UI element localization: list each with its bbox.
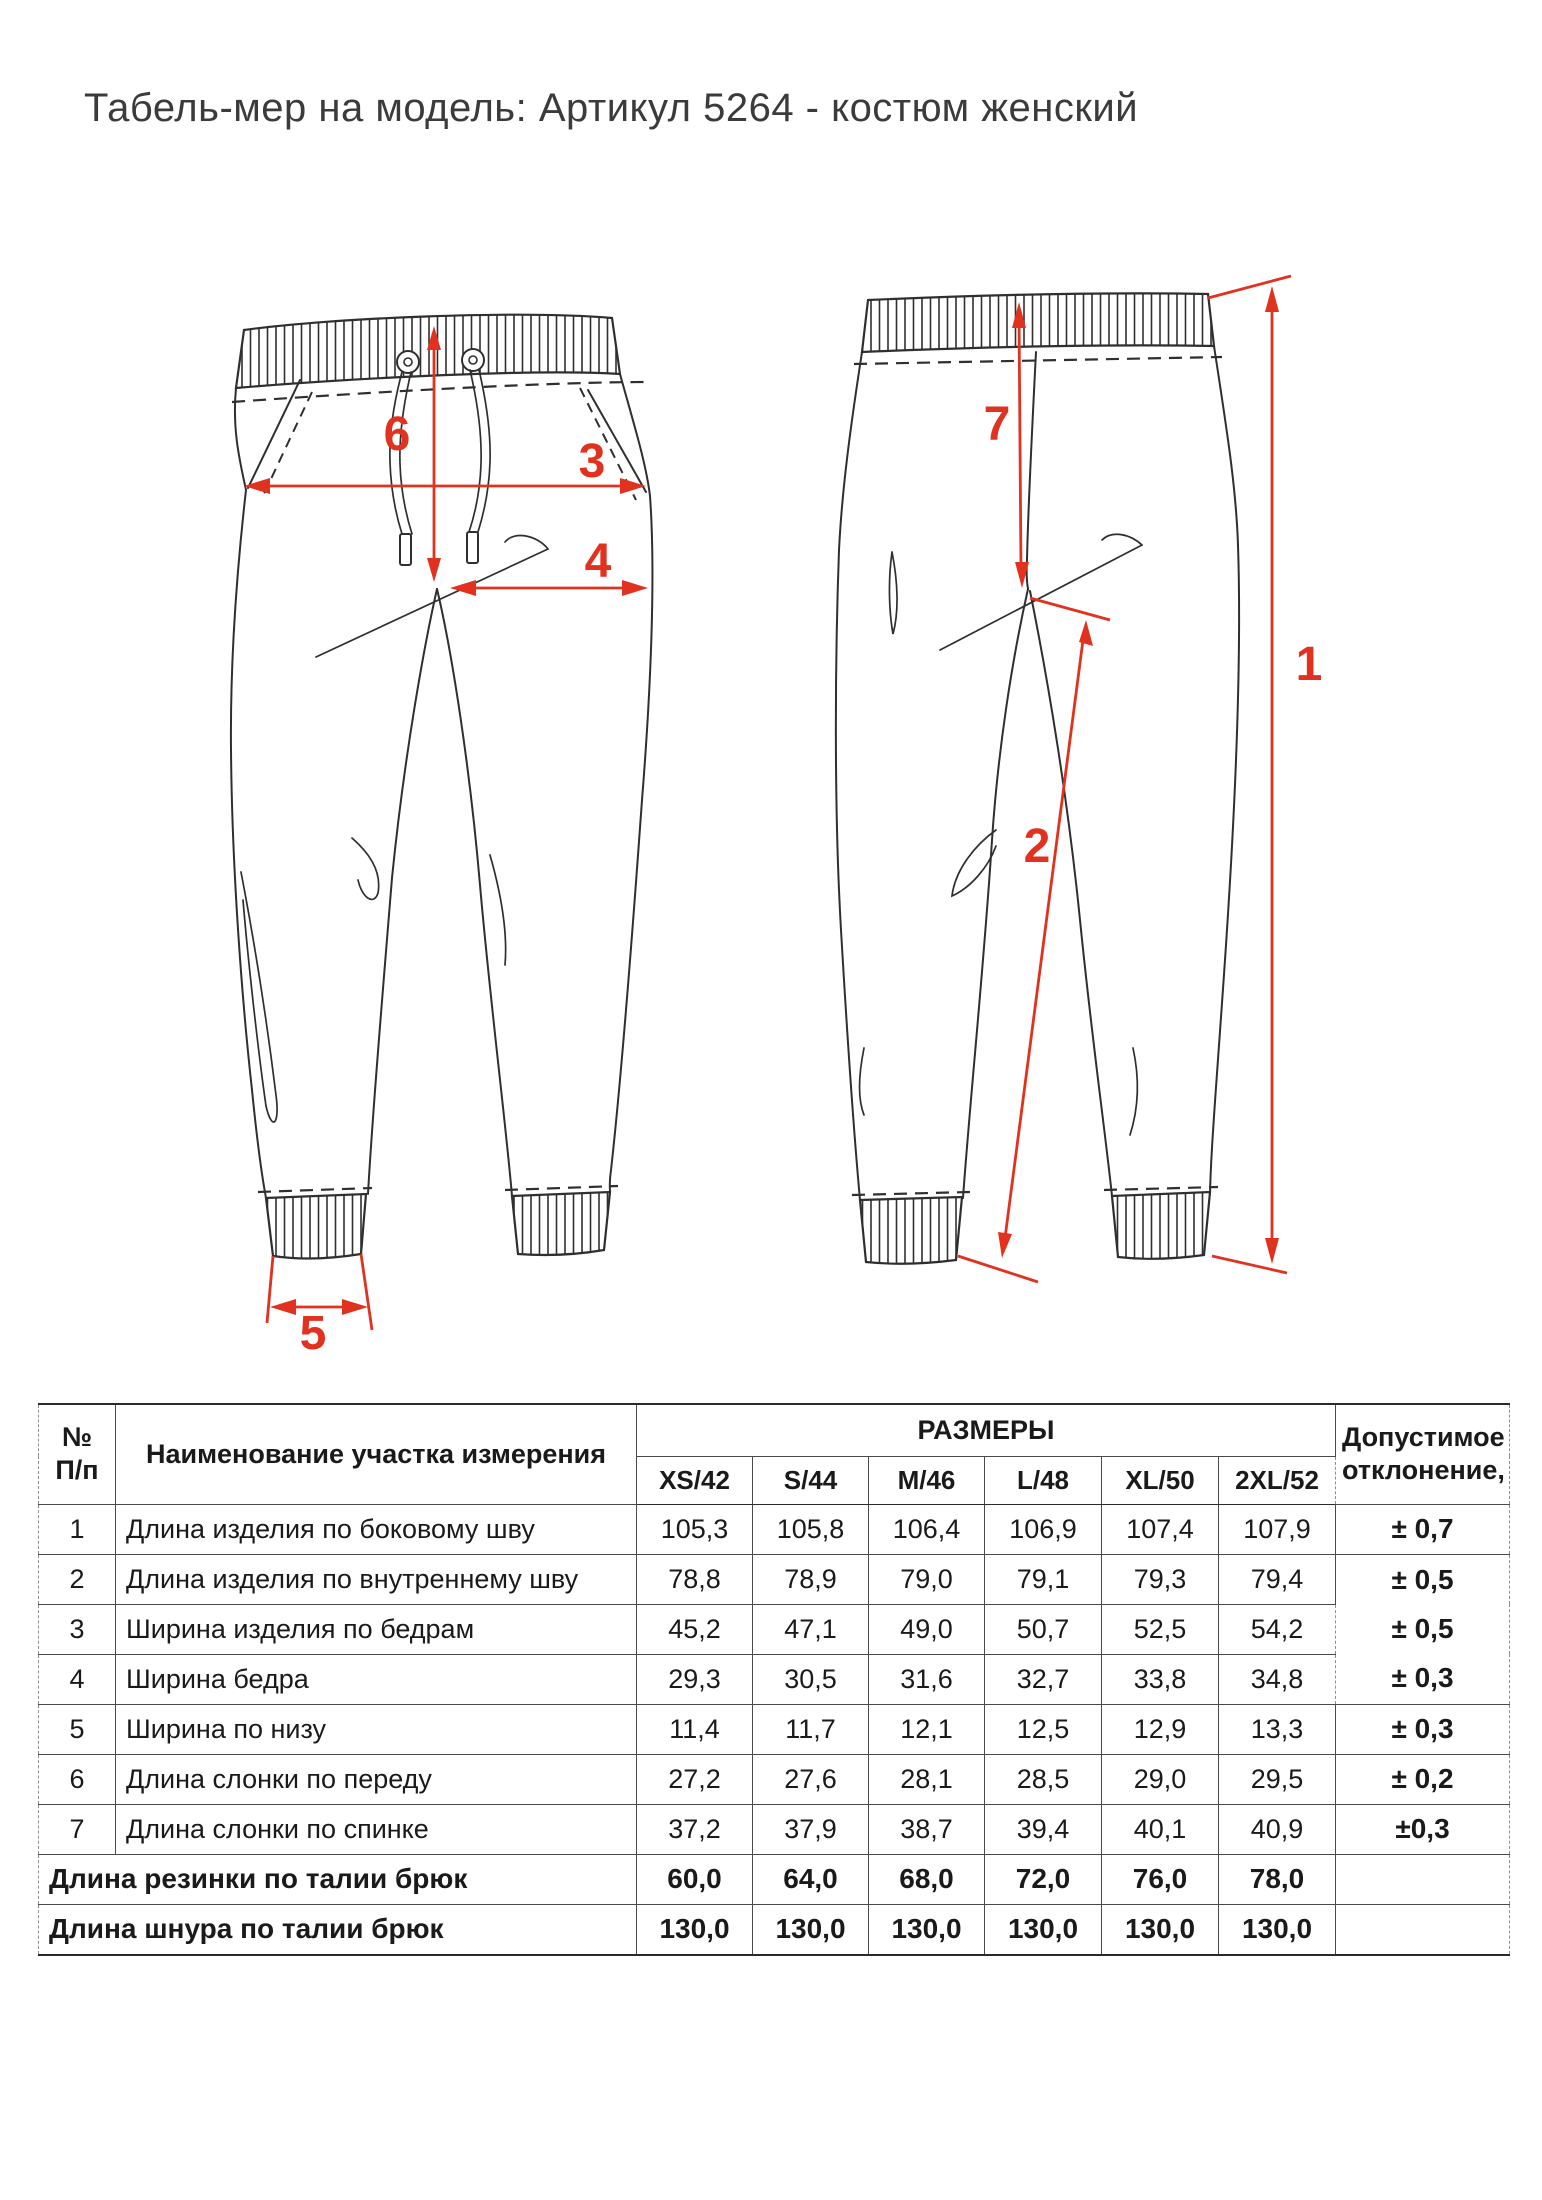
footer-measurement-name: Длина резинки по талии брюк [39,1854,637,1904]
measurement-name: Ширина по низу [116,1704,637,1754]
front-right-aglet [467,532,478,563]
size-value: 27,6 [753,1754,869,1804]
footer-size-value: 130,0 [985,1904,1102,1955]
row-number: 2 [39,1554,116,1604]
front-right-inseam [437,589,512,1196]
front-crotch-sketch-curl [505,536,548,549]
back-right-inseam [1030,591,1112,1196]
footer-size-value: 130,0 [869,1904,985,1955]
footer-size-value: 130,0 [1102,1904,1219,1955]
front-right-cuff-stitch [505,1186,618,1190]
footer-size-value: 64,0 [753,1854,869,1904]
back-left-cuff [860,1197,962,1264]
back-seat-wrinkle [889,552,897,634]
measurements-table [38,1403,1510,1956]
dimension-label-1: 1 [1295,638,1323,691]
size-value: 105,8 [753,1504,869,1554]
header-row-number [39,1404,116,1504]
size-value: 79,0 [869,1554,985,1604]
footer-size-value: 130,0 [1219,1904,1336,1955]
tolerance-value-merged: ± 0,5 ± 0,5 ± 0,3 [1336,1554,1510,1704]
table-row [39,1554,1510,1604]
back-right-cuff-stitch [1104,1187,1218,1190]
dimension-label-4: 4 [584,535,612,588]
size-value: 11,7 [753,1704,869,1754]
back-right-side-seam [1210,346,1239,1194]
row-number: 3 [39,1604,116,1654]
size-value: 27,2 [637,1754,753,1804]
front-left-cuff-stitch [258,1188,372,1192]
back-waistband [862,293,1214,352]
size-value: 45,2 [637,1604,753,1654]
footer-size-value: 60,0 [637,1854,753,1904]
size-value: 12,5 [985,1704,1102,1754]
dimension-arrow-4 [450,580,648,596]
tolerance-value: ± 0,3 [1336,1704,1510,1754]
front-wrinkle-right-leg [490,855,506,965]
footer-size-value: 130,0 [637,1904,753,1955]
table-row [39,1504,1510,1554]
dimension-label-2: 2 [1023,820,1051,873]
size-value: 30,5 [753,1654,869,1704]
table-footer-row [39,1904,1510,1955]
size-value: 31,6 [869,1654,985,1704]
size-value: 107,9 [1219,1504,1336,1554]
header-size-2xl: 2XL/52 [1219,1456,1336,1504]
footer-size-value: 76,0 [1102,1854,1219,1904]
dimension-arrow-1 [1208,276,1291,1273]
page-title: Табель-мер на модель: Артикул 5264 - костюм женский [84,86,1139,130]
size-value: 78,8 [637,1554,753,1604]
footer-size-value: 72,0 [985,1854,1102,1904]
dimension-label-6: 6 [383,408,411,461]
size-value: 28,1 [869,1754,985,1804]
table-row [39,1704,1510,1754]
size-value: 29,0 [1102,1754,1219,1804]
front-waistband [236,315,620,388]
back-left-cuff-stitch [852,1192,970,1195]
table-row [39,1804,1510,1854]
dimension-label-7: 7 [983,398,1011,451]
size-value: 107,4 [1102,1504,1219,1554]
size-value: 79,4 [1219,1554,1336,1604]
table-body [39,1504,1510,1955]
row-number: 4 [39,1654,116,1704]
size-value: 37,2 [637,1804,753,1854]
size-value: 34,8 [1219,1654,1336,1704]
size-value: 106,4 [869,1504,985,1554]
header-sizes-group: РАЗМЕРЫ [637,1404,1336,1456]
size-value: 13,3 [1219,1704,1336,1754]
header-size-m: M/46 [869,1456,985,1504]
back-right-ankle-wrinkle [1130,1048,1137,1135]
size-value: 39,4 [985,1804,1102,1854]
size-value: 40,9 [1219,1804,1336,1854]
size-value: 52,5 [1102,1604,1219,1654]
measurement-name: Длина слонки по спинке [116,1804,637,1854]
header-tolerance-line1: Допустимое [1342,1421,1505,1452]
header-num-line2: П/п [55,1455,99,1486]
front-left-aglet [400,534,411,565]
size-value: 79,1 [985,1554,1102,1604]
back-crotch-sketch-line [940,545,1142,650]
back-left-ankle-wrinkle [860,1048,865,1115]
header-size-s: S/44 [753,1456,869,1504]
size-value: 11,4 [637,1704,753,1754]
front-right-side-seam [610,374,653,1192]
dimension-label-3: 3 [578,435,606,488]
tolerance-value: ± 0,7 [1336,1504,1510,1554]
dimension-arrow-2 [958,598,1110,1282]
table-footer-row [39,1854,1510,1904]
front-left-eyelet [397,351,419,373]
front-right-cord-inner [469,370,481,532]
header-size-xs: XS/42 [637,1456,753,1504]
front-right-cuff [512,1192,610,1255]
tolerance-empty [1336,1854,1510,1904]
front-left-cuff [266,1194,366,1258]
header-tolerance-line2: отклонение, [1342,1455,1505,1486]
header-num-line1: № [61,1421,93,1452]
back-waist-stitch-line [854,357,1222,364]
size-value: 47,1 [753,1604,869,1654]
footer-size-value: 78,0 [1219,1854,1336,1904]
measurement-name: Ширина бедра [116,1654,637,1704]
header-tolerance [1336,1404,1510,1504]
measurement-name: Длина слонки по переду [116,1754,637,1804]
size-value: 105,3 [637,1504,753,1554]
size-value: 37,9 [753,1804,869,1854]
header-size-l: L/48 [985,1456,1102,1504]
size-value: 32,7 [985,1654,1102,1704]
back-center-seam [1027,352,1036,589]
back-left-side-seam [836,352,862,1200]
front-right-cord [478,370,490,532]
back-view-drawing [836,276,1322,1282]
tolerance-value: ±0,3 [1336,1804,1510,1854]
size-value: 40,1 [1102,1804,1219,1854]
size-value: 54,2 [1219,1604,1336,1654]
measurement-name: Длина изделия по боковому шву [116,1504,637,1554]
tolerance-empty [1336,1904,1510,1955]
footer-measurement-name: Длина шнура по талии брюк [39,1904,637,1955]
row-number: 6 [39,1754,116,1804]
table-row [39,1654,1510,1704]
size-value: 106,9 [985,1504,1102,1554]
size-value: 38,7 [869,1804,985,1854]
size-value: 28,5 [985,1754,1102,1804]
size-value: 50,7 [985,1604,1102,1654]
row-number: 7 [39,1804,116,1854]
size-value: 79,3 [1102,1554,1219,1604]
size-value: 33,8 [1102,1654,1219,1704]
size-value: 49,0 [869,1604,985,1654]
back-left-inseam [963,589,1028,1198]
size-value: 12,1 [869,1704,985,1754]
front-wrinkle-left-knee [352,838,379,899]
table-row [39,1604,1510,1654]
table-row [39,1754,1510,1804]
measurement-name: Длина изделия по внутреннему шву [116,1554,637,1604]
size-value: 29,3 [637,1654,753,1704]
front-right-eyelet [462,349,484,371]
tolerance-value: ± 0,2 [1336,1754,1510,1804]
row-number: 1 [39,1504,116,1554]
front-wrinkle-left-leg [241,872,277,1122]
dimension-label-5: 5 [299,1307,327,1360]
measurements-table-wrapper [38,1403,1509,1956]
measurement-name: Ширина изделия по бедрам [116,1604,637,1654]
front-view-drawing [231,315,653,1360]
header-size-xl: XL/50 [1102,1456,1219,1504]
size-value: 12,9 [1102,1704,1219,1754]
row-number: 5 [39,1704,116,1754]
front-left-side-seam [231,388,266,1198]
header-measurement-name: Наименование участка измерения [116,1404,637,1504]
size-value: 29,5 [1219,1754,1336,1804]
size-value: 78,9 [753,1554,869,1604]
back-right-cuff [1112,1192,1210,1259]
footer-size-value: 68,0 [869,1854,985,1904]
footer-size-value: 130,0 [753,1904,869,1955]
back-crotch-sketch-curl [1102,534,1142,545]
